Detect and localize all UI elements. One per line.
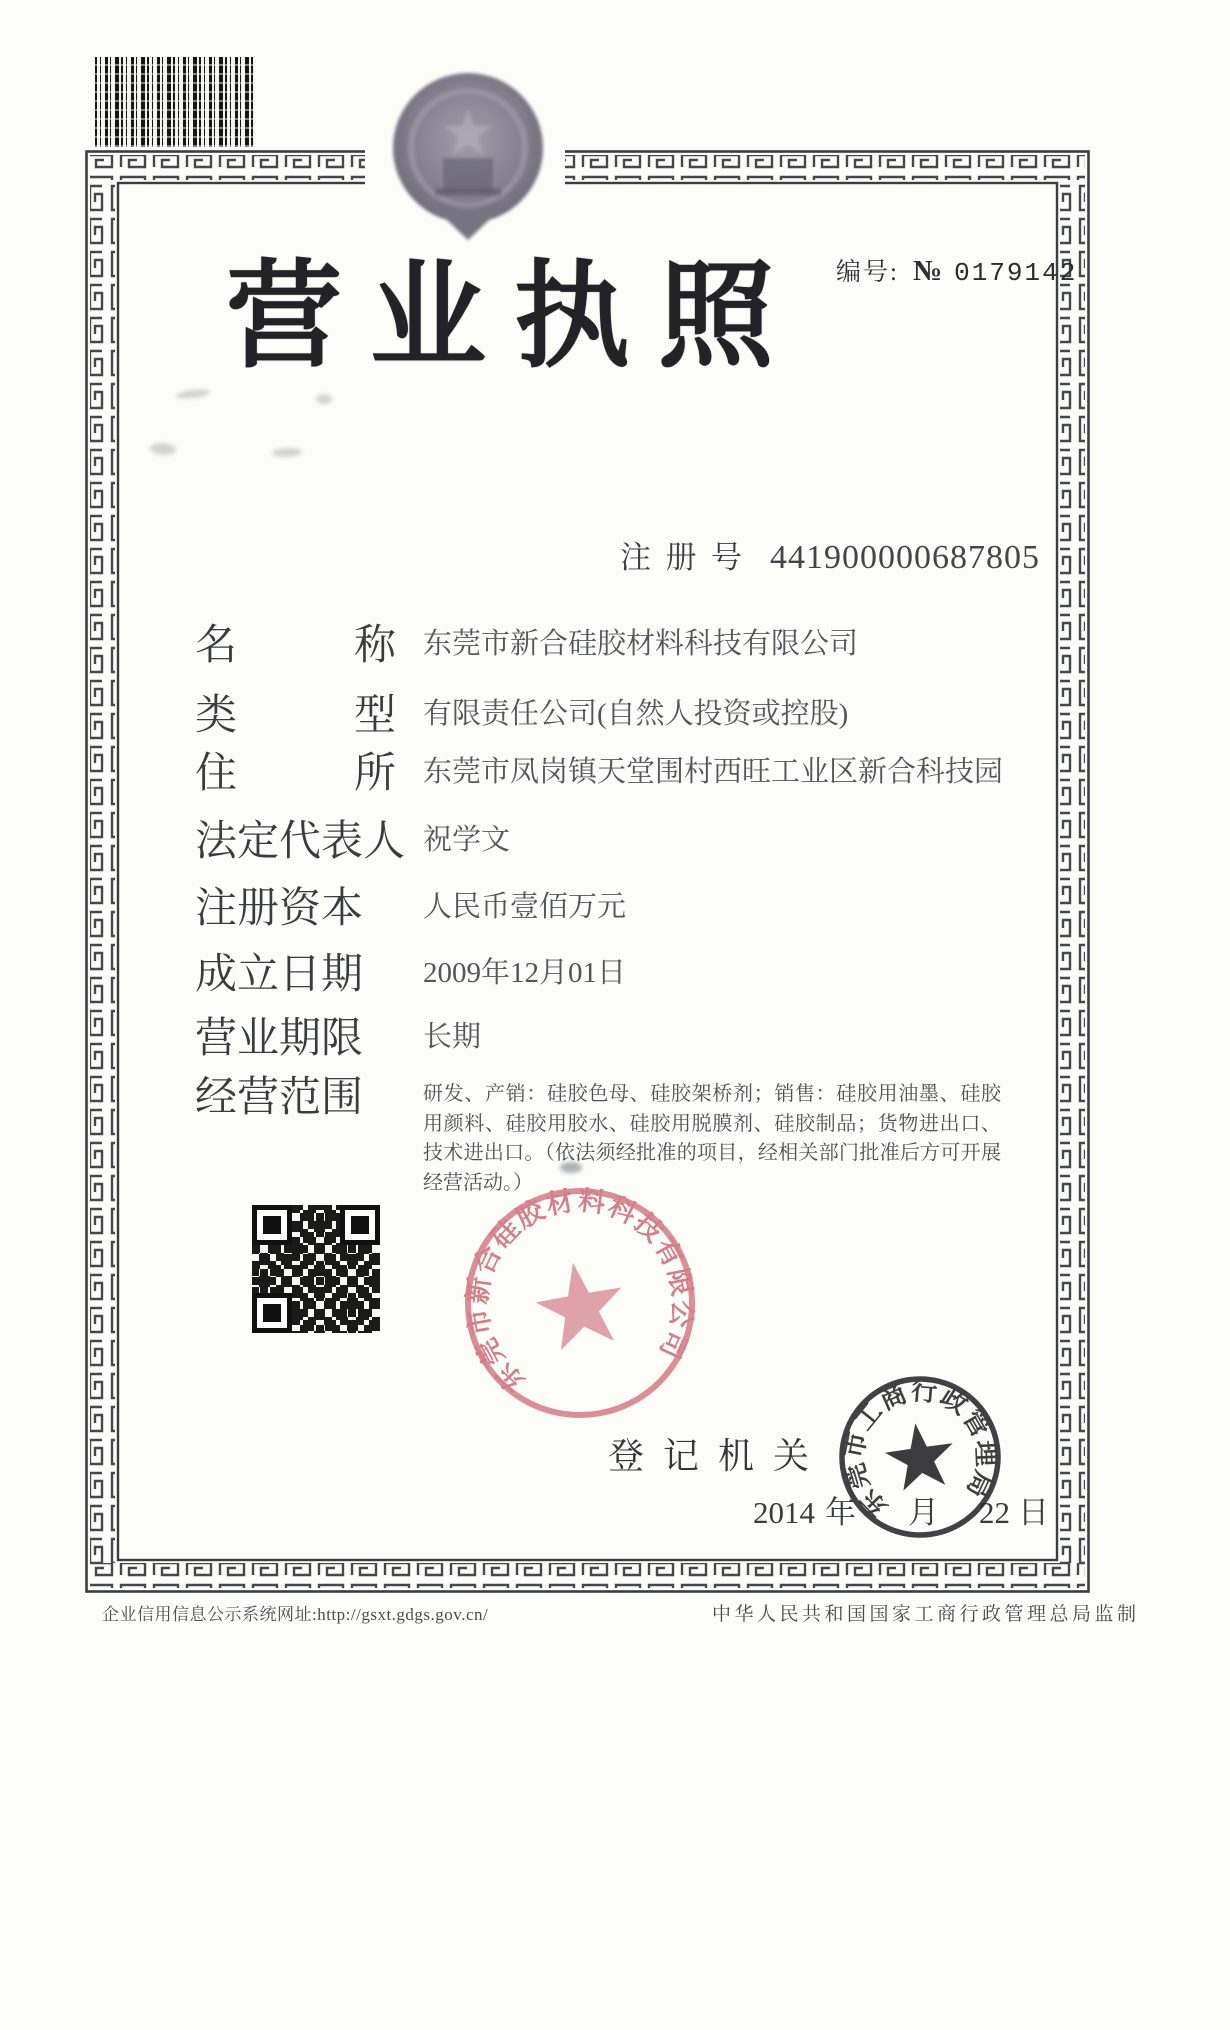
- qr-code-icon: [252, 1205, 380, 1333]
- month-unit: 月: [908, 1495, 939, 1530]
- national-emblem-icon: [383, 60, 553, 245]
- field-value: 长期: [423, 1021, 482, 1053]
- footer-public-info-url: 企业信用信息公示系统网址:http://gsxt.gdgs.gov.cn/: [102, 1605, 489, 1624]
- field-label: 名 称: [195, 623, 396, 669]
- scan-smudge: [316, 394, 332, 404]
- company-seal-text: 东莞市新合硅胶材料科技有限公司: [462, 1185, 698, 1398]
- scan-smudge: [560, 1162, 582, 1173]
- field-label: 注 册 资 本: [195, 886, 364, 932]
- footer-issuing-authority: 中华人民共和国国家工商行政管理总局监制: [712, 1604, 1140, 1625]
- field-label: 成 立 日 期: [195, 952, 364, 998]
- day-unit: 日: [1018, 1495, 1049, 1530]
- registration-number-line: [620, 532, 1040, 577]
- field-value: 东莞市凤岗镇天堂围村西旺工业区新合科技园: [423, 756, 1004, 788]
- star-icon: [530, 1255, 631, 1353]
- field-label: 经 营 范 围: [195, 1075, 364, 1121]
- field-value: 人民币壹佰万元: [423, 891, 627, 923]
- field-label: 类 型: [195, 693, 396, 739]
- serial-label: 编号:: [836, 259, 899, 286]
- field-value: 2009年12月01日: [423, 957, 627, 989]
- registration-number: 441900000687805: [770, 539, 1040, 576]
- field-value: 有限责任公司(自然人投资或控股): [423, 698, 849, 730]
- issue-year: 2014: [753, 1495, 815, 1530]
- serial-number-line: [836, 252, 1077, 288]
- field-label: 法 定 代 表 人: [195, 819, 406, 865]
- company-seal: [440, 1163, 720, 1443]
- license-title: 营 业 执 照: [226, 254, 774, 382]
- registrar-seal: [823, 1360, 1017, 1554]
- issue-day: 22: [979, 1495, 1010, 1530]
- serial-number: 0179142: [954, 258, 1078, 288]
- field-label: 住 所: [195, 751, 396, 797]
- numero-sign: №: [912, 255, 943, 287]
- registrar-label: 登记机关: [608, 1436, 829, 1476]
- year-unit: 年: [825, 1495, 856, 1530]
- field-label: 营 业 期 限: [195, 1016, 364, 1062]
- qr-finder-pattern: [340, 1205, 380, 1245]
- field-value: 祝学文: [423, 824, 511, 856]
- field-value: 东莞市新合硅胶材料科技有限公司: [423, 628, 859, 660]
- field-value: 研发、产销：硅胶色母、硅胶架桥剂；销售：硅胶用油墨、硅胶用颜料、硅胶用胶水、硅胶用脱膜剂、硅胶制品；货物进出口、技术进出口。（依法须经批准的项目，经相关部门批准后方可开展经营活动。）: [423, 1083, 1001, 1194]
- registration-number-label: 注 册 号: [620, 540, 742, 575]
- star-icon: [881, 1419, 958, 1493]
- barcode-icon: [95, 57, 255, 147]
- qr-finder-pattern: [252, 1205, 292, 1245]
- registrar-seal-text: 东莞市工商行政管理局: [838, 1376, 1001, 1523]
- qr-finder-pattern: [252, 1293, 292, 1333]
